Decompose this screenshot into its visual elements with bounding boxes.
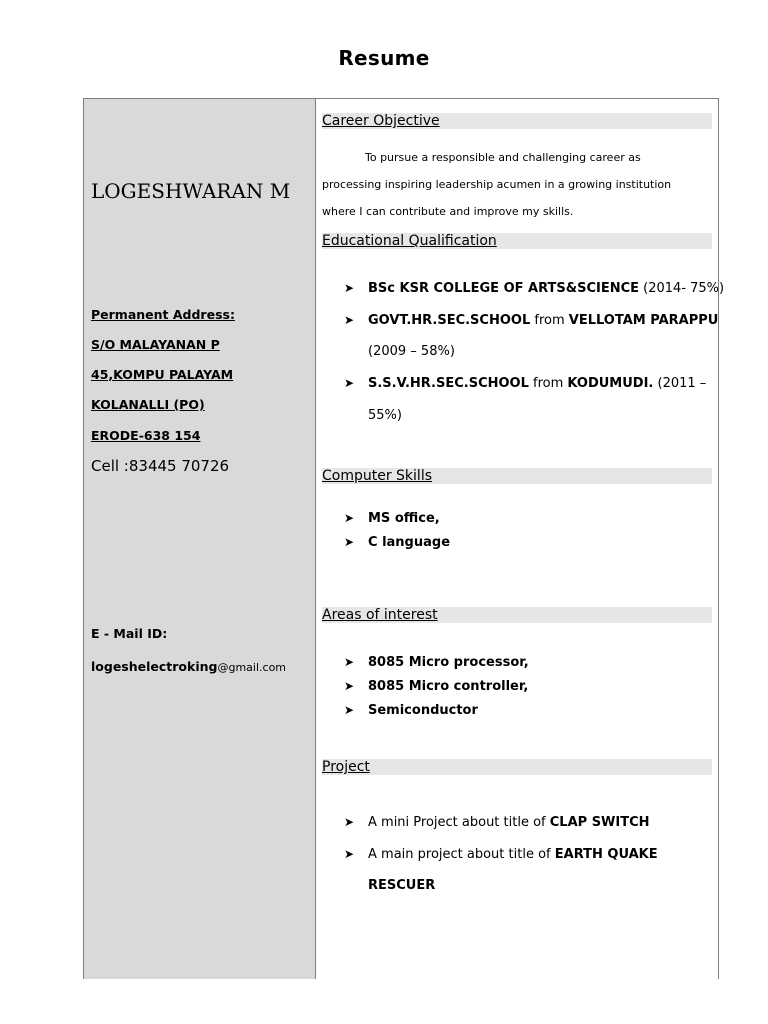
project-item-continuation: RESCUER: [368, 878, 436, 893]
areas-of-interest-heading: Areas of interest: [322, 607, 712, 623]
cell-number: Cell :83445 70726: [91, 457, 230, 475]
skill-label: C language: [368, 535, 451, 550]
interest-label: Semiconductor: [368, 703, 478, 718]
education-school: GOVT.HR.SEC.SCHOOL: [368, 313, 531, 328]
arrow-bullet-icon: ➤: [344, 679, 355, 693]
education-place: VELLOTAM PARAPPU: [568, 313, 719, 328]
arrow-bullet-icon: ➤: [344, 847, 355, 861]
arrow-bullet-icon: ➤: [344, 281, 355, 295]
project-description: A main project about title of: [368, 847, 555, 862]
address-line-3: KOLANALLI (PO): [91, 397, 205, 412]
arrow-bullet-icon: ➤: [344, 703, 355, 717]
skill-item: [344, 511, 440, 526]
education-item: [344, 313, 718, 328]
interest-item: [344, 703, 478, 718]
project-description: A mini Project about title of: [368, 815, 550, 830]
arrow-bullet-icon: ➤: [344, 535, 355, 549]
arrow-bullet-icon: ➤: [344, 511, 355, 525]
education-school: BSc KSR COLLEGE OF ARTS&SCIENCE: [368, 281, 640, 296]
candidate-name: LOGESHWARAN M: [91, 179, 291, 203]
interest-label: 8085 Micro controller,: [368, 679, 529, 694]
objective-line-1: To pursue a responsible and challenging career as: [365, 151, 641, 164]
document-title: Resume: [338, 46, 430, 70]
project-item: [344, 815, 650, 830]
interest-item: [344, 679, 528, 694]
objective-line-2: processing inspiring leadership acumen in a growing institution: [322, 178, 672, 191]
education-heading: Educational Qualification: [322, 233, 712, 249]
project-heading: Project: [322, 759, 712, 775]
education-item: [344, 281, 724, 296]
address-label: Permanent Address:: [91, 307, 235, 322]
skill-item: [344, 535, 450, 550]
address-line-2: 45,KOMPU PALAYAM: [91, 367, 234, 382]
skill-label: MS office,: [368, 511, 440, 526]
arrow-bullet-icon: ➤: [344, 815, 355, 829]
address-line-1: S/O MALAYANAN P: [91, 337, 220, 352]
education-item-continuation: (2009 – 58%): [368, 344, 455, 359]
main-content: [316, 99, 725, 979]
objective-line-3: where I can contribute and improve my skills.: [322, 205, 574, 218]
arrow-bullet-icon: ➤: [344, 655, 355, 669]
left-sidebar: [83, 99, 316, 979]
education-connector: from: [528, 376, 568, 391]
interest-item: [344, 655, 529, 670]
email-domain: @gmail.com: [217, 661, 287, 674]
email-label: E - Mail ID:: [91, 626, 168, 641]
project-title: CLAP SWITCH: [549, 815, 650, 830]
interest-label: 8085 Micro processor,: [368, 655, 529, 670]
arrow-bullet-icon: ➤: [344, 376, 355, 390]
education-item-continuation: 55%): [368, 408, 402, 423]
education-school: S.S.V.HR.SEC.SCHOOL: [368, 376, 529, 391]
education-place: KODUMUDI.: [567, 376, 654, 391]
email-address: [91, 656, 286, 675]
career-objective-heading: Career Objective: [322, 113, 712, 129]
project-title: EARTH QUAKE: [554, 847, 658, 862]
education-item: [344, 376, 706, 391]
email-user: logeshelectroking: [91, 659, 218, 674]
computer-skills-heading: Computer Skills: [322, 468, 712, 484]
education-connector: from: [530, 313, 569, 328]
address-line-4: ERODE-638 154: [91, 428, 201, 443]
arrow-bullet-icon: ➤: [344, 313, 355, 327]
resume-table: [83, 98, 725, 979]
education-detail: (2014- 75%): [639, 281, 725, 296]
project-item: [344, 847, 658, 862]
education-detail: (2011 –: [653, 376, 707, 391]
